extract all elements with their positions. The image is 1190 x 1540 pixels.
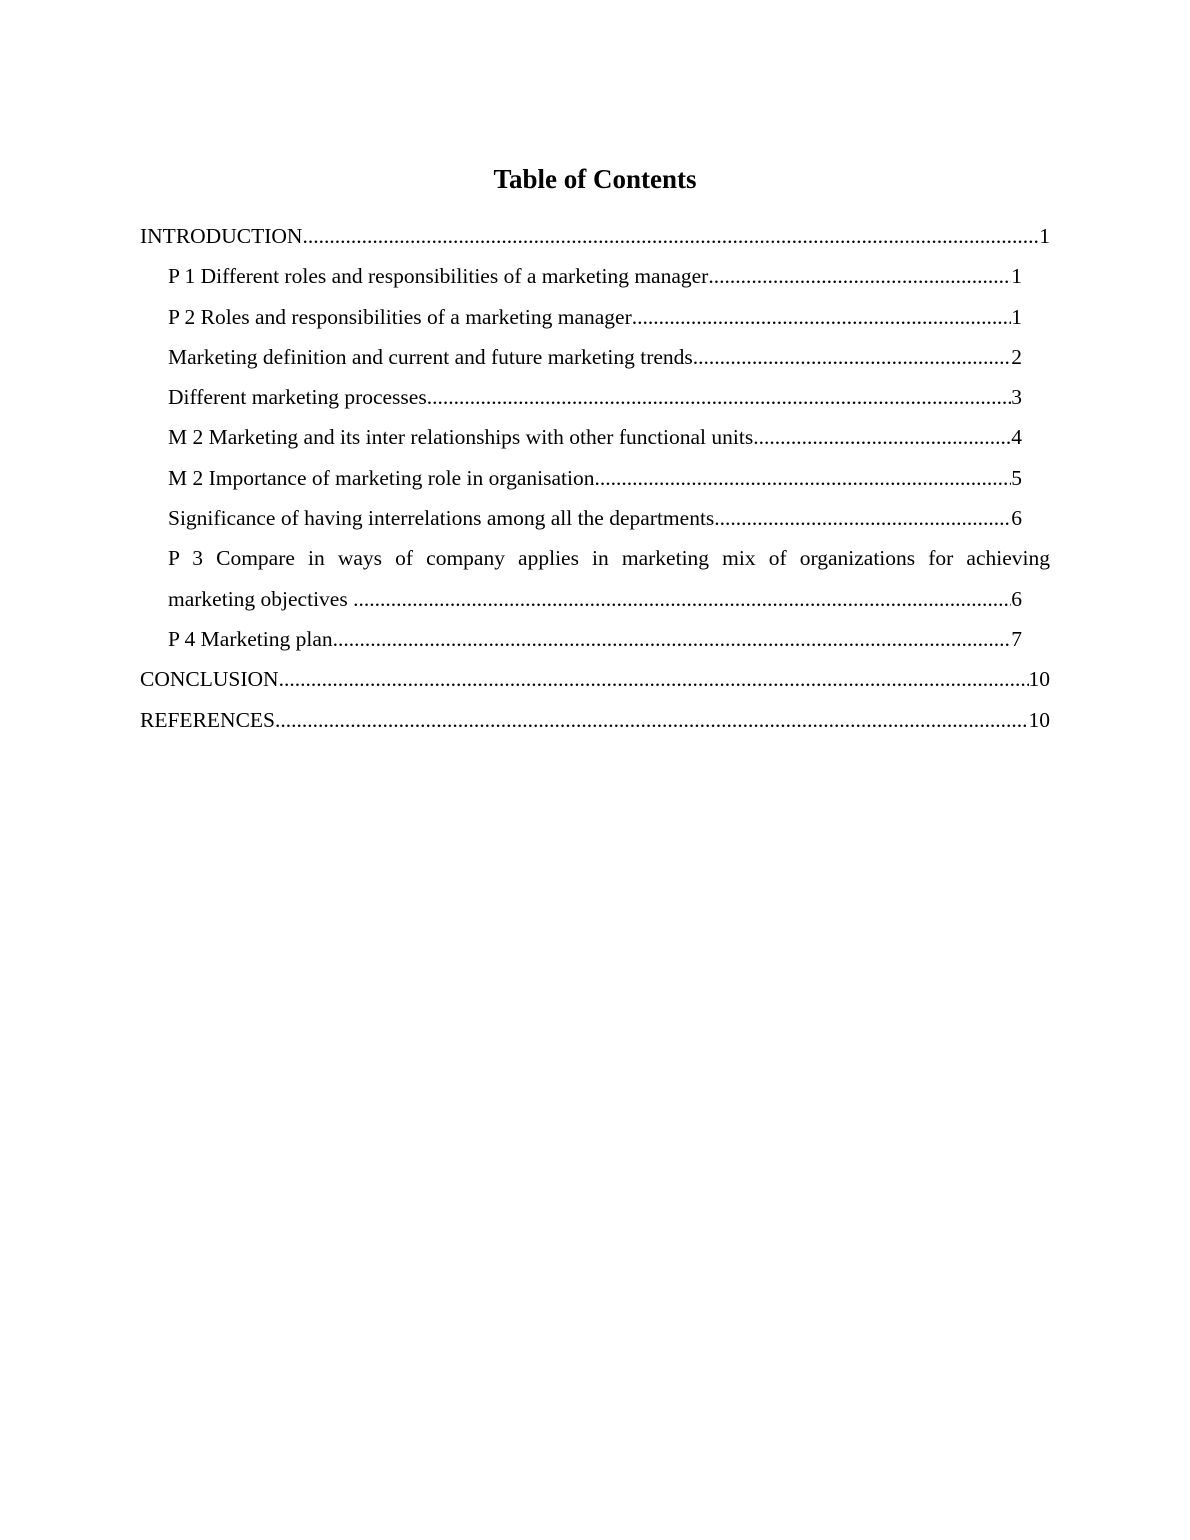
toc-entry-p4-marketing-plan[interactable] [168, 619, 1022, 659]
toc-entry-label: Different marketing processes [168, 385, 427, 410]
dot-leader [279, 659, 1029, 699]
toc-entry-marketing-processes[interactable] [168, 377, 1022, 417]
toc-entry-marketing-definition[interactable] [168, 337, 1022, 377]
dot-leader [708, 256, 1011, 296]
toc-page-number: 6 [1011, 506, 1022, 531]
toc-title: Table of Contents [493, 164, 697, 194]
toc-list [140, 216, 1050, 740]
toc-entry-p1-roles[interactable] [168, 256, 1022, 296]
toc-page-number: 1 [1011, 264, 1022, 289]
toc-entry-p3-compare[interactable] [168, 538, 1050, 619]
toc-entry-m2-interrelationships[interactable] [168, 417, 1022, 457]
toc-entry-label: P 2 Roles and responsibilities of a marketing manager [168, 304, 632, 329]
toc-entry-significance[interactable] [168, 498, 1022, 538]
toc-entry-label: Significance of having interrelations among all the departments [168, 506, 715, 531]
toc-entry-references[interactable] [140, 700, 1050, 740]
toc-entry-label: CONCLUSION [140, 667, 279, 692]
toc-page-number: 5 [1011, 465, 1022, 490]
toc-entry-label-line1: P 3 Compare in ways of company applies in marketing mix of organizations for achieving [168, 546, 1050, 571]
toc-entry-label: INTRODUCTION [140, 224, 303, 248]
dot-leader [333, 619, 1012, 659]
toc-entry-m2-importance[interactable] [168, 458, 1022, 498]
toc-page-number: 1 [1011, 304, 1022, 329]
dot-leader [753, 417, 1011, 457]
toc-entry-conclusion[interactable] [140, 659, 1050, 699]
toc-page-number: 7 [1011, 626, 1022, 651]
toc-page-number: 4 [1011, 425, 1022, 450]
dot-leader [714, 498, 1011, 538]
toc-entry-introduction[interactable] [140, 216, 1050, 256]
dot-leader [595, 458, 1012, 498]
toc-entry-label: REFERENCES [140, 707, 275, 732]
toc-page-number: 2 [1011, 344, 1022, 369]
toc-entry-label: M 2 Marketing and its inter relationships with other functional units [168, 425, 754, 450]
toc-entry-p2-roles[interactable] [168, 297, 1022, 337]
dot-leader [427, 377, 1012, 417]
toc-entry-label-line2: marketing objectives [168, 586, 354, 611]
dot-leader [353, 579, 1011, 619]
dot-leader [632, 297, 1012, 337]
dot-leader [302, 216, 1039, 256]
toc-page-number: 10 [1028, 667, 1050, 692]
toc-entry-label: Marketing definition and current and future marketing trends [168, 344, 693, 369]
toc-entry-label: P 1 Different roles and responsibilities of a marketing manager [168, 264, 709, 289]
dot-leader [275, 700, 1029, 740]
dot-leader [693, 337, 1011, 377]
toc-page-number: 6 [1011, 586, 1022, 611]
toc-page-number: 3 [1011, 385, 1022, 410]
toc-entry-label: P 4 Marketing plan [168, 626, 333, 651]
toc-page-number: 1 [1039, 224, 1050, 248]
toc-entry-label: M 2 Importance of marketing role in organisation [168, 465, 595, 490]
toc-page-number: 10 [1028, 707, 1050, 732]
